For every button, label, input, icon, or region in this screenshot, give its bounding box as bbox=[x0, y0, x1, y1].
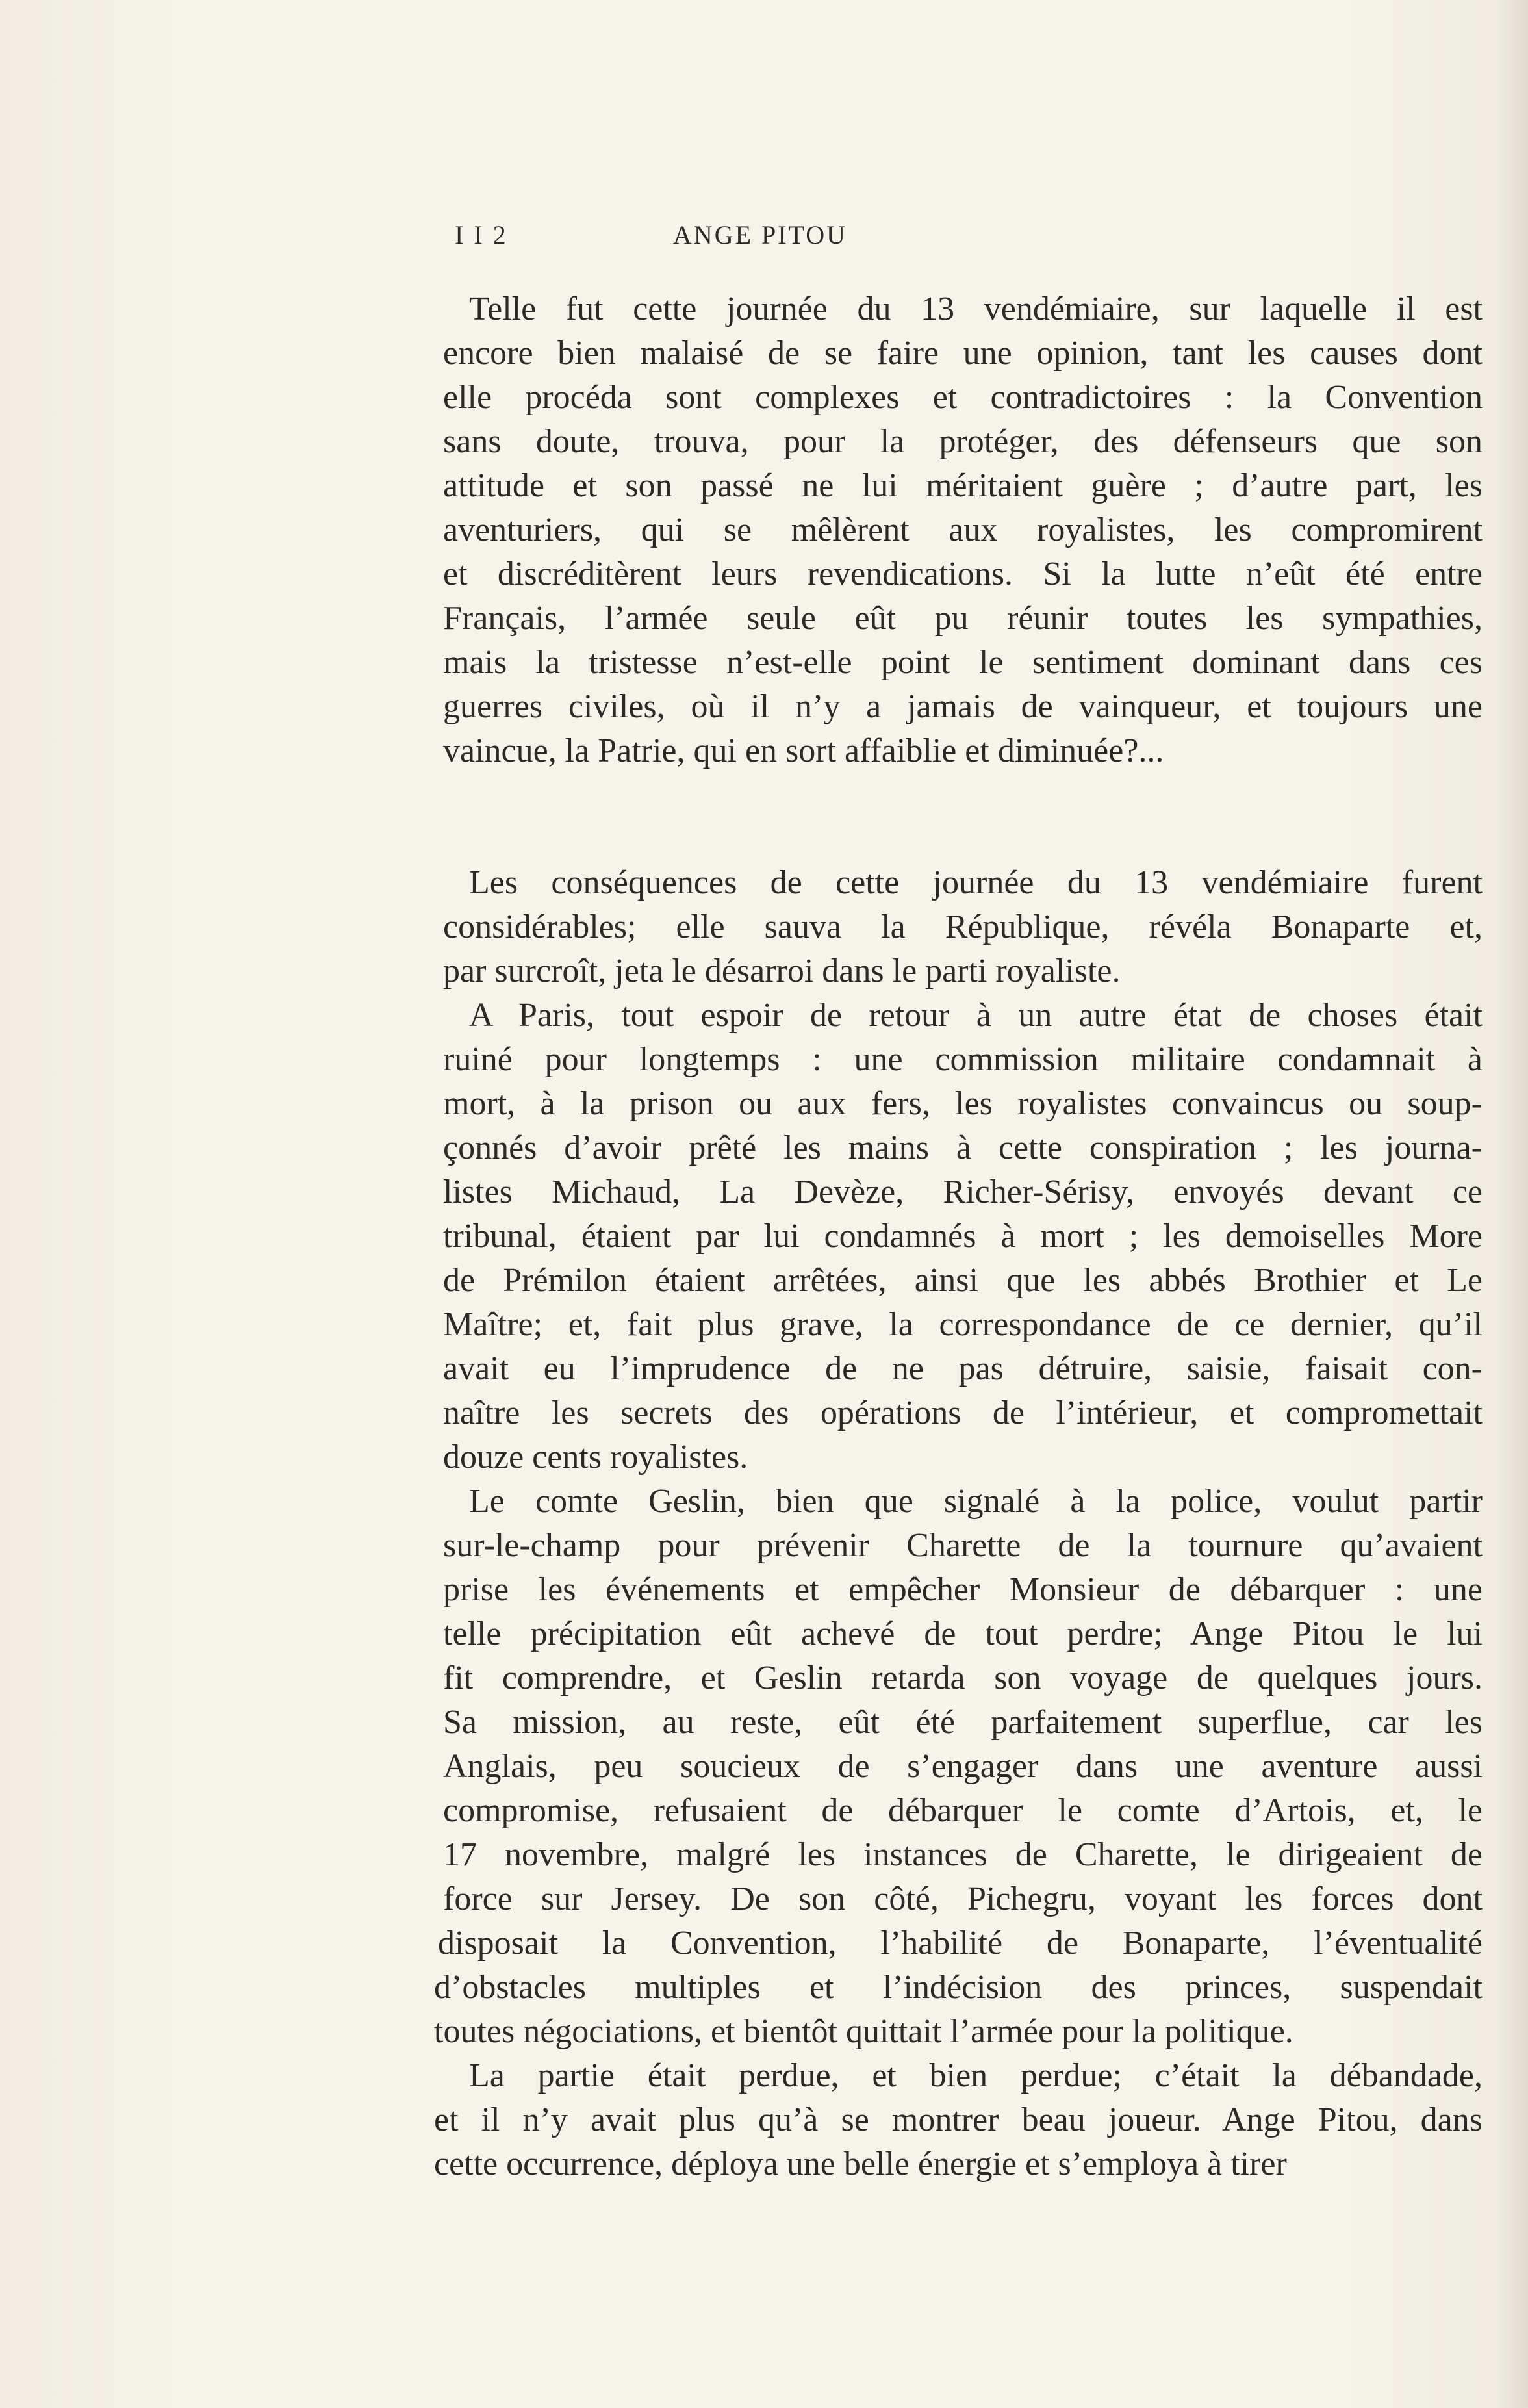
text-line: sans doute, trouva, pour la protéger, des défenseurs que son bbox=[443, 423, 1483, 460]
text-line: sur-le-champ pour prévenir Charette de la tournure qu’avaient bbox=[443, 1527, 1483, 1564]
text-line: par surcroît, jeta le désarroi dans le parti royaliste. bbox=[443, 953, 1121, 990]
text-line: naître les secrets des opérations de l’intérieur, et compromettait bbox=[443, 1394, 1483, 1431]
text-line: 17 novembre, malgré les instances de Charette, le dirigeaient de bbox=[443, 1836, 1483, 1873]
text-line: prise les événements et empêcher Monsieur de débarquer : une bbox=[443, 1571, 1483, 1608]
text-line: attitude et son passé ne lui méritaient guère ; d’autre part, les bbox=[443, 467, 1483, 504]
page-edge-shadow bbox=[1498, 0, 1528, 2408]
text-line: mort, à la prison ou aux fers, les royalistes convaincus ou soup- bbox=[443, 1085, 1483, 1122]
paragraph-gap bbox=[443, 773, 1483, 861]
text-line: et discréditèrent leurs revendications. Si la lutte n’eût été entre bbox=[443, 556, 1483, 593]
text-line: d’obstacles multiples et l’indécision des princes, suspendait bbox=[434, 1969, 1483, 2006]
text-line: listes Michaud, La Devèze, Richer-Sérisy, envoyés devant ce bbox=[443, 1173, 1483, 1210]
text-line: force sur Jersey. De son côté, Pichegru, voyant les forces dont bbox=[443, 1880, 1483, 1917]
text-line: Français, l’armée seule eût pu réunir toutes les sympathies, bbox=[443, 600, 1483, 637]
page-number: I I 2 bbox=[455, 220, 508, 250]
text-line: disposait la Convention, l’habilité de Bonaparte, l’éventualité bbox=[438, 1925, 1483, 1962]
running-head bbox=[455, 220, 1065, 259]
running-title: ANGE PITOU bbox=[672, 220, 848, 250]
text-line: fit comprendre, et Geslin retarda son voyage de quelques jours. bbox=[443, 1659, 1483, 1697]
text-line: cette occurrence, déploya une belle énergie et s’employa à tirer bbox=[434, 2145, 1287, 2183]
text-line: La partie était perdue, et bien perdue; c’était la débandade, bbox=[469, 2057, 1483, 2094]
text-line: çonnés d’avoir prêté les mains à cette conspiration ; les journa- bbox=[443, 1129, 1483, 1166]
text-line: elle procéda sont complexes et contradictoires : la Convention bbox=[443, 379, 1483, 416]
text-line: Anglais, peu soucieux de s’engager dans une aventure aussi bbox=[443, 1748, 1483, 1785]
paragraph bbox=[443, 861, 1483, 993]
text-line: aventuriers, qui se mêlèrent aux royalistes, les compromirent bbox=[443, 511, 1483, 548]
text-line: de Prémilon étaient arrêtées, ainsi que les abbés Brothier et Le bbox=[443, 1262, 1483, 1299]
paragraph bbox=[443, 993, 1483, 1479]
body-text bbox=[434, 287, 1483, 2186]
paragraph bbox=[434, 1479, 1483, 2054]
text-line: encore bien malaisé de se faire une opinion, tant les causes dont bbox=[443, 335, 1483, 372]
text-line: tribunal, étaient par lui condamnés à mort ; les demoiselles More bbox=[443, 1218, 1483, 1255]
text-line: A Paris, tout espoir de retour à un autre état de choses était bbox=[469, 997, 1483, 1034]
text-line: mais la tristesse n’est-elle point le sentiment dominant dans ces bbox=[443, 644, 1483, 681]
text-line: ruiné pour longtemps : une commission militaire condamnait à bbox=[443, 1041, 1483, 1078]
text-line: considérables; elle sauva la République, révéla Bonaparte et, bbox=[443, 908, 1483, 945]
text-line: telle précipitation eût achevé de tout perdre; Ange Pitou le lui bbox=[443, 1615, 1483, 1652]
text-line: Sa mission, au reste, eût été parfaitement superflue, car les bbox=[443, 1704, 1483, 1741]
text-line: avait eu l’imprudence de ne pas détruire, saisie, faisait con- bbox=[443, 1350, 1483, 1387]
text-line: douze cents royalistes. bbox=[443, 1439, 748, 1476]
text-line: Telle fut cette journée du 13 vendémiaire, sur laquelle il est bbox=[469, 290, 1483, 327]
paragraph bbox=[434, 2054, 1483, 2186]
text-line: toutes négociations, et bientôt quittait l’armée pour la politique. bbox=[434, 2013, 1293, 2050]
text-line: Le comte Geslin, bien que signalé à la police, voulut partir bbox=[469, 1483, 1483, 1520]
paragraph bbox=[443, 287, 1483, 773]
text-line: et il n’y avait plus qu’à se montrer beau joueur. Ange Pitou, dans bbox=[434, 2101, 1483, 2138]
text-line: Les conséquences de cette journée du 13 vendémiaire furent bbox=[469, 864, 1483, 901]
text-line: guerres civiles, où il n’y a jamais de vainqueur, et toujours une bbox=[443, 688, 1483, 725]
text-line: Maître; et, fait plus grave, la correspondance de ce dernier, qu’il bbox=[443, 1306, 1483, 1343]
text-line: vaincue, la Patrie, qui en sort affaiblie et diminuée?... bbox=[443, 732, 1164, 769]
text-line: compromise, refusaient de débarquer le comte d’Artois, et, le bbox=[443, 1792, 1483, 1829]
